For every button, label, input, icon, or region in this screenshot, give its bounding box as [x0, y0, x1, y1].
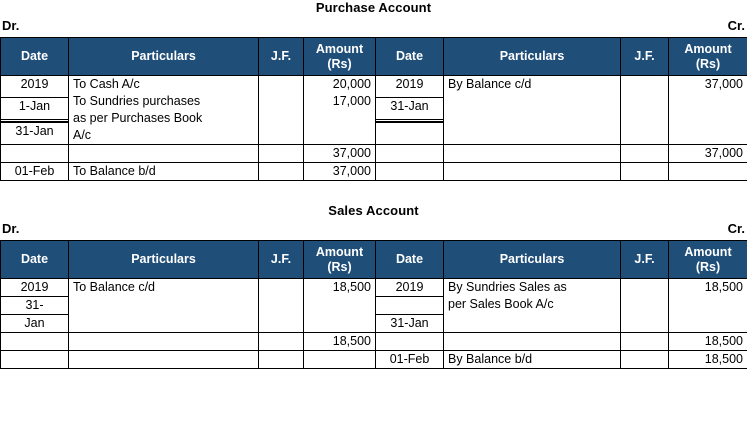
credit-label: Cr.: [727, 18, 745, 33]
cell-jf-debit: [259, 163, 304, 181]
purchase-account-title: Purchase Account: [315, 0, 432, 15]
col-header-particulars-credit: Particulars: [444, 241, 621, 279]
cell-date-credit: [376, 297, 444, 315]
particulars-line: as per Purchases Book: [73, 111, 203, 125]
cell-particulars-credit: [444, 76, 621, 145]
credit-label: Cr.: [727, 221, 745, 236]
cell-jf-credit-total: [621, 333, 669, 351]
cell-particulars-debit-total: [69, 145, 259, 163]
cell-jf-credit: [621, 163, 669, 181]
cell-amount-debit: [304, 351, 376, 369]
col-header-jf-debit: J.F.: [259, 38, 304, 76]
section-spacer: [0, 181, 747, 203]
col-header-amount-debit: [304, 38, 376, 76]
cell-amount-debit: [304, 279, 376, 333]
col-header-particulars-debit: Particulars: [69, 241, 259, 279]
table-total-row: [1, 333, 747, 351]
amount-label-line1: Amount: [315, 244, 364, 259]
amount-line: 37,000: [704, 77, 743, 91]
cell-amount-credit-total: 18,500: [669, 333, 747, 351]
cell-date-credit: 31-Jan: [376, 98, 444, 120]
cell-particulars-debit: [69, 279, 259, 333]
cell-date-debit: [1, 351, 69, 369]
cell-date-debit-total: [1, 145, 69, 163]
col-header-jf-debit: J.F.: [259, 241, 304, 279]
cell-date-debit: 1-Jan: [1, 98, 69, 120]
cell-jf-credit-total: [621, 145, 669, 163]
sales-header-row: [1, 241, 747, 279]
amount-line: 18,500: [332, 280, 371, 294]
col-header-jf-credit: J.F.: [621, 241, 669, 279]
cell-date-credit-total: [376, 333, 444, 351]
debit-label: Dr.: [2, 18, 20, 33]
amount-label-line2: (Rs): [695, 56, 721, 71]
cell-particulars-debit-total: [69, 333, 259, 351]
amount-label-line1: Amount: [315, 41, 364, 56]
cell-jf-debit: [259, 351, 304, 369]
amount-label-line2: (Rs): [327, 56, 352, 71]
particulars-line: To Sundries purchases: [73, 94, 201, 108]
table-row: [1, 351, 747, 369]
cell-date-debit: Jan: [1, 315, 69, 333]
cell-jf-credit: [621, 279, 669, 333]
particulars-line: To Cash A/c: [73, 77, 140, 91]
cell-date-credit: 2019: [376, 279, 444, 297]
purchase-drcr-labels: [0, 16, 747, 37]
particulars-line: per Sales Book A/c: [448, 297, 554, 311]
cell-date-credit: [376, 163, 444, 181]
cell-amount-credit: 18,500: [669, 351, 747, 369]
col-header-amount-debit: [304, 241, 376, 279]
col-header-date-debit: Date: [1, 38, 69, 76]
cell-date-debit-total: [1, 333, 69, 351]
col-header-particulars-debit: Particulars: [69, 38, 259, 76]
col-header-date-credit: Date: [376, 38, 444, 76]
cell-jf-debit: [259, 76, 304, 145]
cell-date-credit: 2019: [376, 76, 444, 98]
cell-date-debit: 2019: [1, 279, 69, 297]
cell-date-debit: 2019: [1, 76, 69, 98]
cell-particulars-debit: [69, 76, 259, 145]
amount-line: 17,000: [332, 94, 371, 108]
purchase-account-block: [0, 0, 747, 181]
table-total-row: [1, 145, 747, 163]
cell-date-debit: 01-Feb: [1, 163, 69, 181]
sales-drcr-labels: [0, 219, 747, 240]
col-header-particulars-credit: Particulars: [444, 38, 621, 76]
particulars-line: By Sundries Sales as: [448, 280, 567, 294]
cell-particulars-credit-total: [444, 145, 621, 163]
sales-account-table: [0, 240, 747, 369]
col-header-date-credit: Date: [376, 241, 444, 279]
cell-amount-credit: [669, 279, 747, 333]
cell-date-credit: 01-Feb: [376, 351, 444, 369]
cell-date-debit: 31-: [1, 297, 69, 315]
amount-line: 18,500: [704, 280, 743, 294]
cell-amount-credit: [669, 76, 747, 145]
cell-amount-credit: [669, 163, 747, 181]
table-row: [1, 163, 747, 181]
cell-particulars-credit-total: [444, 333, 621, 351]
cell-amount-debit-total: 18,500: [304, 333, 376, 351]
cell-particulars-credit: [444, 163, 621, 181]
col-header-amount-credit: [669, 38, 747, 76]
cell-jf-debit-total: [259, 145, 304, 163]
cell-date-credit: 31-Jan: [376, 315, 444, 333]
amount-label-line2: (Rs): [327, 259, 352, 274]
purchase-header-row: [1, 38, 747, 76]
cell-particulars-debit: To Balance b/d: [69, 163, 259, 181]
cell-jf-credit: [621, 351, 669, 369]
cell-date-credit: [376, 122, 444, 144]
cell-date-debit: 31-Jan: [1, 122, 69, 144]
cell-particulars-credit: By Balance b/d: [444, 351, 621, 369]
sales-account-block: [0, 203, 747, 369]
sales-account-title: Sales Account: [328, 203, 419, 218]
cell-jf-credit: [621, 76, 669, 145]
amount-label-line2: (Rs): [695, 259, 721, 274]
col-header-amount-credit: [669, 241, 747, 279]
amount-line: 20,000: [332, 77, 371, 91]
cell-amount-debit: 37,000: [304, 163, 376, 181]
purchase-account-table: [0, 37, 747, 181]
table-row: [1, 76, 747, 98]
debit-label: Dr.: [2, 221, 20, 236]
cell-particulars-credit: [444, 279, 621, 333]
cell-amount-debit: [304, 76, 376, 145]
particulars-line: To Balance c/d: [73, 280, 155, 294]
col-header-jf-credit: J.F.: [621, 38, 669, 76]
col-header-date-debit: Date: [1, 241, 69, 279]
cell-amount-credit-total: 37,000: [669, 145, 747, 163]
amount-label-line1: Amount: [684, 41, 732, 56]
cell-jf-debit: [259, 279, 304, 333]
particulars-line: By Balance c/d: [448, 77, 532, 91]
amount-label-line1: Amount: [684, 244, 732, 259]
particulars-line: A/c: [73, 128, 92, 142]
cell-particulars-debit: [69, 351, 259, 369]
cell-date-credit-total: [376, 145, 444, 163]
table-row: [1, 279, 747, 297]
cell-amount-debit-total: 37,000: [304, 145, 376, 163]
cell-jf-debit-total: [259, 333, 304, 351]
